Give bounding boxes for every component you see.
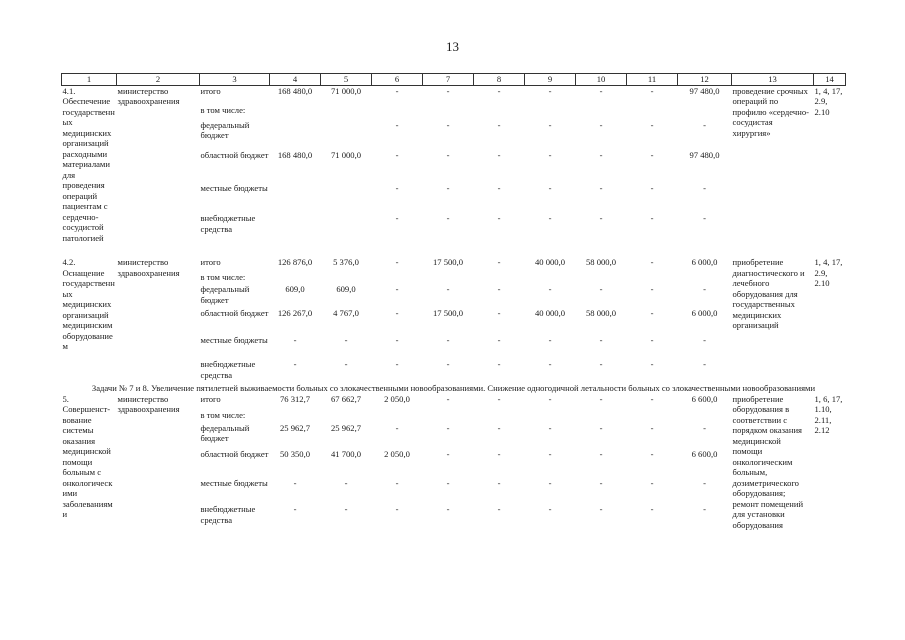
value-cell: 97 480,0	[689, 149, 720, 160]
task-heading: Задачи № 7 и 8. Увеличение пятилетней выживаемости больных со злокачественными новообразованиями. Снижение одногодичной летальности больных со злокачественными новообразованиями	[91, 383, 816, 394]
value-cell: -	[599, 335, 603, 346]
value-cell: -	[703, 478, 706, 489]
source-cell: федеральный бюджет	[200, 119, 250, 141]
value-cell: -	[548, 393, 552, 404]
data-row	[62, 257, 846, 272]
value-cell: -	[497, 257, 501, 268]
value-cell: -	[548, 119, 552, 130]
value-cell: -	[446, 359, 450, 370]
value-cell: -	[548, 149, 552, 160]
header-cell: 7	[423, 74, 474, 86]
value-cell: -	[293, 478, 297, 489]
value-cell: -	[703, 359, 706, 370]
source-cell: внебюджетные средства	[200, 213, 256, 234]
value-cell: -	[650, 149, 654, 160]
value-cell: 40 000,0	[534, 257, 566, 268]
value-cell: -	[344, 335, 348, 346]
value-cell: -	[446, 504, 450, 515]
value-cell	[270, 120, 321, 150]
value-cell	[678, 105, 732, 120]
value-cell: -	[395, 504, 399, 515]
value-cell: -	[395, 257, 399, 268]
value-cell: -	[548, 448, 552, 459]
value-cell: -	[650, 183, 654, 194]
value-cell: -	[650, 504, 654, 515]
value-cell: -	[446, 284, 450, 295]
value-cell: -	[599, 284, 603, 295]
value-cell	[423, 105, 474, 120]
value-cell	[321, 183, 372, 213]
value-cell: -	[446, 335, 450, 346]
value-cell: -	[497, 308, 501, 319]
source-cell: внебюджетные средства	[200, 359, 256, 380]
source-cell: итого	[200, 393, 221, 404]
source-cell: в том числе:	[200, 272, 246, 283]
value-cell: 97 480,0	[689, 86, 720, 96]
value-cell: 76 312,7	[279, 393, 311, 404]
source-cell: итого	[200, 257, 221, 268]
value-cell: 126 876,0	[277, 257, 313, 268]
header-cell: 11	[627, 74, 678, 86]
value-cell	[270, 105, 321, 120]
value-cell: -	[548, 335, 552, 346]
value-cell: 67 662,7	[330, 393, 362, 404]
value-cell: 2 050,0	[384, 448, 410, 459]
value-cell: -	[497, 448, 501, 459]
result-cell: проведение срочных операций по профилю «сердечно-сосудистая хирургия»	[732, 86, 809, 138]
indicators-cell: 1, 4, 17, 2.9, 2.10	[814, 257, 843, 289]
value-cell: -	[599, 86, 603, 96]
value-cell: -	[650, 335, 654, 346]
value-cell	[321, 105, 372, 120]
source-cell: в том числе:	[200, 104, 246, 115]
indicators-cell: 1, 4, 17, 2.9, 2.10	[814, 86, 843, 117]
value-cell: -	[395, 86, 399, 96]
value-cell: -	[599, 393, 603, 404]
value-cell: 17 500,0	[432, 257, 464, 268]
value-cell	[321, 410, 372, 423]
source-cell: федеральный бюджет	[200, 422, 250, 444]
value-cell: -	[599, 149, 603, 160]
value-cell	[474, 272, 525, 284]
value-cell	[576, 410, 627, 423]
value-cell: 5 376,0	[333, 257, 359, 268]
data-row	[62, 86, 846, 105]
value-cell: 58 000,0	[585, 257, 617, 268]
value-cell: 6 600,0	[691, 393, 718, 404]
value-cell: 17 500,0	[432, 308, 464, 319]
value-cell: 71 000,0	[330, 149, 362, 160]
value-cell	[270, 213, 321, 243]
value-cell: -	[599, 448, 603, 459]
value-cell: -	[703, 422, 706, 433]
value-cell: 126 267,0	[277, 308, 313, 319]
value-cell	[525, 410, 576, 423]
value-cell: -	[497, 478, 501, 489]
value-cell	[627, 105, 678, 120]
value-cell: -	[599, 359, 603, 370]
value-cell	[423, 410, 474, 423]
header-cell: 10	[576, 74, 627, 86]
value-cell: 50 350,0	[279, 448, 311, 459]
value-cell: -	[293, 359, 297, 370]
executor-cell: министерство здравоохранения	[117, 86, 180, 107]
value-cell	[270, 272, 321, 284]
page-number: 13	[446, 39, 459, 54]
value-cell: -	[650, 393, 654, 404]
value-cell: -	[703, 504, 706, 515]
source-cell: в том числе:	[200, 409, 246, 420]
header-cell: 2	[117, 74, 200, 86]
value-cell: 71 000,0	[330, 86, 362, 96]
value-cell: -	[650, 257, 654, 268]
value-cell: -	[497, 119, 501, 130]
indicators-cell: 1, 6, 17, 1.10, 2.11, 2.12	[814, 393, 843, 436]
header-cell: 9	[525, 74, 576, 86]
value-cell: -	[650, 308, 654, 319]
header-cell: 14	[814, 74, 846, 86]
value-cell: -	[395, 478, 399, 489]
value-cell: -	[497, 284, 501, 295]
value-cell: -	[548, 86, 552, 96]
header-cell: 5	[321, 74, 372, 86]
value-cell: -	[497, 183, 501, 194]
header-cell: 4	[270, 74, 321, 86]
value-cell: -	[548, 478, 552, 489]
value-cell	[576, 105, 627, 120]
value-cell: -	[599, 119, 603, 130]
value-cell: -	[497, 359, 501, 370]
value-cell: -	[293, 335, 297, 346]
value-cell	[525, 105, 576, 120]
value-cell: -	[497, 393, 501, 404]
value-cell: -	[497, 149, 501, 160]
executor-cell: министерство здравоохранения	[117, 393, 180, 415]
value-cell: -	[650, 448, 654, 459]
value-cell: -	[599, 478, 603, 489]
value-cell: -	[650, 284, 654, 295]
value-cell: -	[446, 422, 450, 433]
value-cell: -	[548, 504, 552, 515]
value-cell: 25 962,7	[330, 422, 362, 433]
value-cell: 6 000,0	[691, 257, 718, 268]
value-cell: -	[703, 213, 706, 224]
measure-cell: 5. Совершенст-вование системы оказания медицинской помощи больным с онкологическими заболеваниями	[62, 393, 113, 520]
header-cell: 1	[62, 74, 117, 86]
value-cell: -	[650, 478, 654, 489]
value-cell: -	[650, 119, 654, 130]
value-cell: -	[703, 284, 706, 295]
value-cell	[372, 105, 423, 120]
value-cell: 58 000,0	[585, 308, 617, 319]
header-cell: 13	[732, 74, 814, 86]
value-cell: 6 000,0	[691, 308, 718, 319]
value-cell	[474, 105, 525, 120]
value-cell	[627, 272, 678, 284]
value-cell: -	[395, 359, 399, 370]
value-cell: -	[599, 183, 603, 194]
value-cell: -	[344, 504, 348, 515]
value-cell: -	[395, 149, 399, 160]
value-cell	[423, 272, 474, 284]
value-cell	[627, 410, 678, 423]
value-cell: -	[395, 284, 399, 295]
header-row	[62, 74, 846, 86]
value-cell: -	[497, 504, 501, 515]
spacer-row	[62, 243, 846, 257]
value-cell: -	[395, 119, 399, 130]
measure-cell: 4.1. Обеспечение государственных медицинских организаций расходными материалами для проведения операций пациентам с сердечно-сосудистой патологией	[62, 86, 115, 243]
value-cell: 168 480,0	[277, 86, 313, 96]
header-cell: 8	[474, 74, 525, 86]
value-cell: -	[650, 359, 654, 370]
value-cell: -	[497, 422, 501, 433]
value-cell: 609,0	[285, 284, 305, 295]
value-cell	[270, 410, 321, 423]
value-cell	[321, 213, 372, 243]
task-heading-row	[62, 383, 846, 393]
value-cell: 2 050,0	[384, 393, 410, 404]
value-cell: -	[446, 393, 450, 404]
value-cell: 40 000,0	[534, 308, 566, 319]
value-cell: -	[650, 213, 654, 224]
value-cell: -	[395, 422, 399, 433]
value-cell: -	[395, 308, 399, 319]
value-cell: -	[650, 86, 654, 96]
value-cell: -	[293, 504, 297, 515]
value-cell: -	[446, 183, 450, 194]
value-cell: -	[344, 478, 348, 489]
header-cell: 12	[678, 74, 732, 86]
value-cell: -	[548, 213, 552, 224]
value-cell: -	[497, 213, 501, 224]
source-cell: областной бюджет	[200, 448, 269, 459]
value-cell: -	[650, 422, 654, 433]
value-cell	[270, 183, 321, 213]
value-cell: 6 600,0	[691, 448, 718, 459]
value-cell	[678, 272, 732, 284]
value-cell: -	[395, 183, 399, 194]
header-cell: 6	[372, 74, 423, 86]
value-cell	[474, 410, 525, 423]
value-cell: -	[446, 86, 450, 96]
value-cell: -	[446, 478, 450, 489]
value-cell: 168 480,0	[277, 149, 313, 160]
value-cell	[576, 272, 627, 284]
source-cell: внебюджетные средства	[200, 504, 256, 525]
source-cell: федеральный бюджет	[200, 284, 250, 305]
value-cell: -	[548, 422, 552, 433]
value-cell: -	[344, 359, 348, 370]
value-cell: -	[703, 335, 706, 346]
value-cell: -	[446, 213, 450, 224]
value-cell	[321, 120, 372, 150]
value-cell: -	[395, 335, 399, 346]
result-cell: приобретение оборудования в соответствии с порядком оказания медицинской помощи онкологическим больным, дозиметрического оборудования; ремонт помещений для установки оборудования	[732, 393, 804, 530]
value-cell: 41 700,0	[330, 448, 362, 459]
header-cell: 3	[200, 74, 270, 86]
source-cell: местные бюджеты	[200, 478, 268, 489]
value-cell: -	[497, 335, 501, 346]
value-cell: -	[703, 119, 706, 130]
value-cell: -	[497, 86, 501, 96]
value-cell	[321, 272, 372, 284]
value-cell: -	[446, 119, 450, 130]
source-cell: областной бюджет	[200, 149, 269, 160]
result-cell: приобретение диагностического и лечебного оборудования для государственных медицинских организаций	[732, 257, 805, 331]
budget-table	[61, 73, 846, 530]
source-cell: местные бюджеты	[200, 183, 268, 194]
value-cell: 4 767,0	[333, 308, 359, 319]
executor-cell: министерство здравоохранения	[117, 257, 180, 278]
value-cell	[525, 272, 576, 284]
measure-cell: 4.2. Оснащение государственных медицинских организаций медицинским оборудованием	[62, 257, 115, 352]
source-cell: местные бюджеты	[200, 335, 268, 346]
value-cell	[372, 272, 423, 284]
value-cell: -	[599, 422, 603, 433]
value-cell	[372, 410, 423, 423]
value-cell: -	[548, 183, 552, 194]
value-cell: -	[599, 213, 603, 224]
value-cell: -	[599, 504, 603, 515]
value-cell: -	[446, 149, 450, 160]
value-cell: 25 962,7	[279, 422, 311, 433]
spacer-cell	[62, 243, 846, 257]
value-cell: -	[548, 284, 552, 295]
value-cell: -	[703, 183, 706, 194]
value-cell: -	[548, 359, 552, 370]
data-row	[62, 394, 846, 410]
value-cell: -	[446, 448, 450, 459]
value-cell	[678, 410, 732, 423]
value-cell: 609,0	[336, 284, 356, 295]
source-cell: областной бюджет	[200, 308, 269, 319]
source-cell: итого	[200, 86, 221, 96]
value-cell: -	[395, 213, 399, 224]
